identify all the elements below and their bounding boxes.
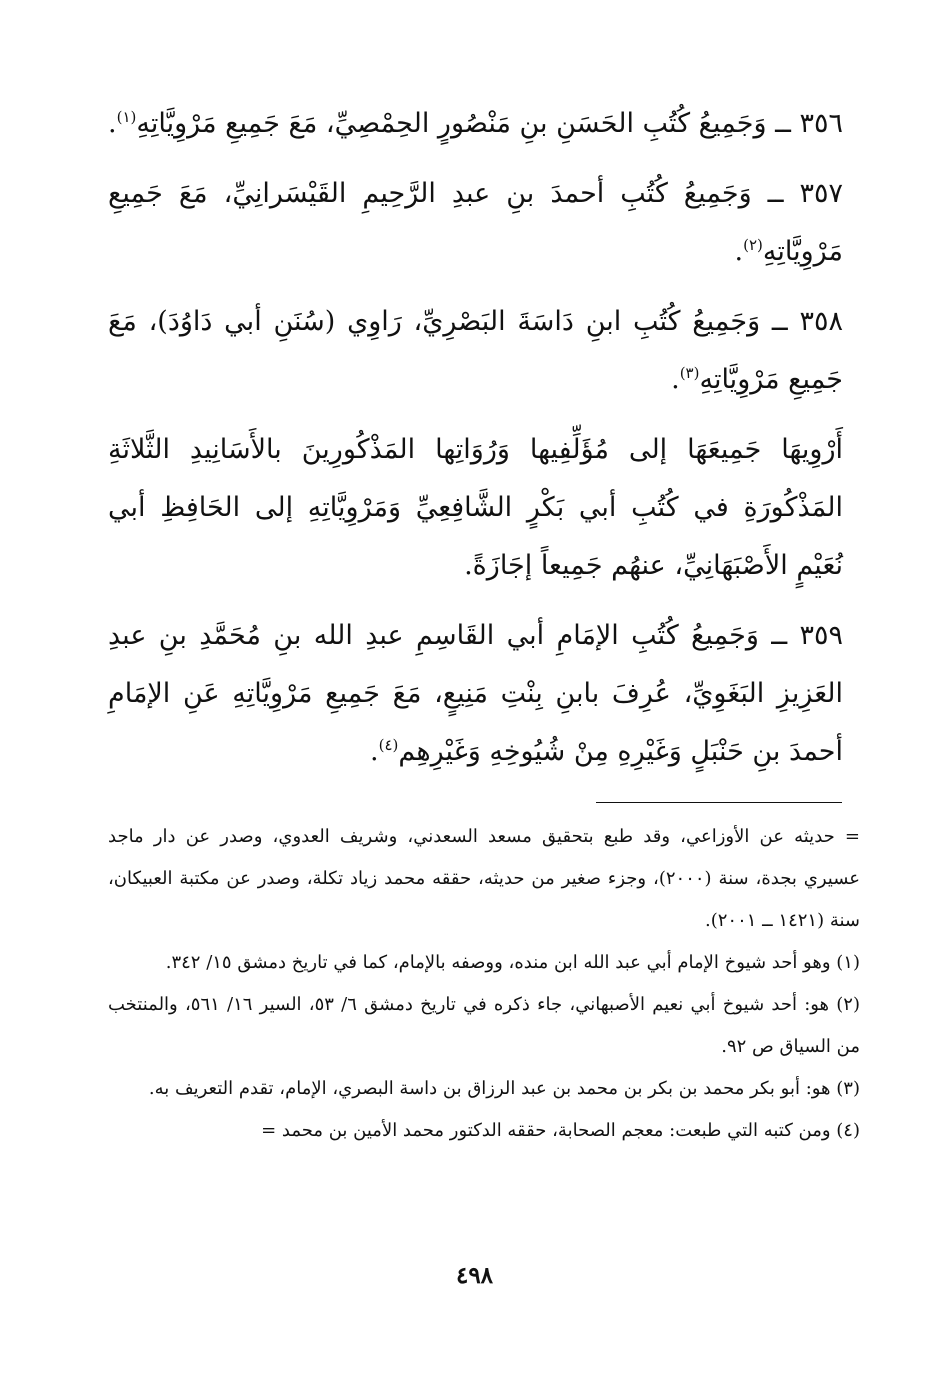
footnote-2: (٢) هو: أحد شيوخ أبي نعيم الأصبهاني، جاء ذكره في تاريخ دمشق ٦/ ٥٣، السير ١٦/ ٥٦١، والمنتخب من السياق ص ٩٢. [108, 994, 860, 1057]
footnote-ref-1: (١) [116, 108, 137, 126]
bridge-paragraph [108, 421, 843, 595]
footnote-separator [596, 802, 842, 803]
entry-359-text: ٣٥٩ ــ وَجَمِيعُ كُتُبِ الإمَامِ أبي القَاسِمِ عبدِ الله بنِ مُحَمَّدِ بنِ عبدِ العَزِيزِ البَغَوِيِّ، عُرِفَ بابنِ بِنْتِ مَنِيعٍ، مَعَ جَمِيعِ مَرْوِيَّاتِهِ عَنِ الإمَامِ أحمدَ بنِ حَنْبَلٍ وَغَيْرِهِ مِنْ شُيُوخِهِ وَغَيْرِهِم [108, 620, 843, 767]
footnote-3: (٣) هو: أبو بكر محمد بن بكر بن محمد بن عبد الرزاق بن داسة البصري، الإمام، تقدم التعريف به. [148, 1078, 860, 1099]
entry-356-end: . [108, 108, 117, 139]
entry-356-text: ٣٥٦ ــ وَجَمِيعُ كُتُبِ الحَسَنِ بنِ مَنْصُورٍ الحِمْصِيِّ، مَعَ جَمِيعِ مَرْوِيَّاتِهِ [136, 108, 843, 139]
footnote-4: (٤) ومن كتبه التي طبعت: معجم الصحابة، حققه الدكتور محمد الأمين بن محمد = [261, 1120, 860, 1141]
entry-359-end: . [369, 736, 379, 767]
entry-358 [108, 293, 843, 409]
footnotes [108, 816, 860, 1152]
main-text [108, 95, 843, 793]
entry-357 [108, 165, 843, 281]
footnote-1: (١) وهو أحد شيوخ الإمام أبي عبد الله ابن منده، ووصفه بالإمام، كما في تاريخ دمشق ١٥/ ٣٤٢. [165, 952, 860, 973]
entry-358-text: ٣٥٨ ــ وَجَمِيعُ كُتُبِ ابنِ دَاسَةَ البَصْرِيِّ، رَاوِي (سُنَنِ أبي دَاوُدَ)، مَعَ جَمِيعِ مَرْوِيَّاتِهِ [108, 306, 843, 395]
entry-357-end: . [734, 236, 744, 267]
footnote-ref-2: (٢) [743, 236, 763, 254]
footnote-ref-4: (٤) [378, 736, 399, 754]
footnote-ref-3: (٣) [679, 364, 700, 382]
page-number: ٤٩٨ [455, 1262, 494, 1289]
entry-357-text: ٣٥٧ ــ وَجَمِيعُ كُتُبِ أحمدَ بنِ عبدِ الرَّحِيمِ القَيْسَرانِيِّ، مَعَ جَمِيعِ مَرْوِيَّاتِهِ [108, 178, 843, 267]
bridge-text: أَرْوِيهَا جَمِيعَهَا إلى مُؤَلِّفِيها وَرُوَاتِها المَذْكُورِينَ بالأَسَانِيدِ الثَّلاثَةِ المَذْكُورَةِ في كُتُبِ أبي بَكْرٍ الشَّافِعِيِّ وَمَرْوِيَّاتِهِ إلى الحَافِظِ أبي نُعَيْمٍ الأَصْبَهَانِيِّ، عنهُم جَمِيعاً إجَازَةً. [108, 434, 843, 581]
entry-356 [108, 95, 843, 153]
entry-358-end: . [671, 364, 680, 395]
footnote-continuation: = حديثه عن الأوزاعي، وقد طبع بتحقيق مسعد السعدني، وشريف العدوي، وصدر عن دار ماجد عسيري بجدة، سنة (٢٠٠٠)، وجزء صغير من حديثه، حققه محمد زياد تكلة، وصدر عن مكتبة العبيكان، سنة (١٤٢١ ــ ٢٠٠١). [108, 826, 861, 931]
entry-359 [108, 607, 843, 781]
